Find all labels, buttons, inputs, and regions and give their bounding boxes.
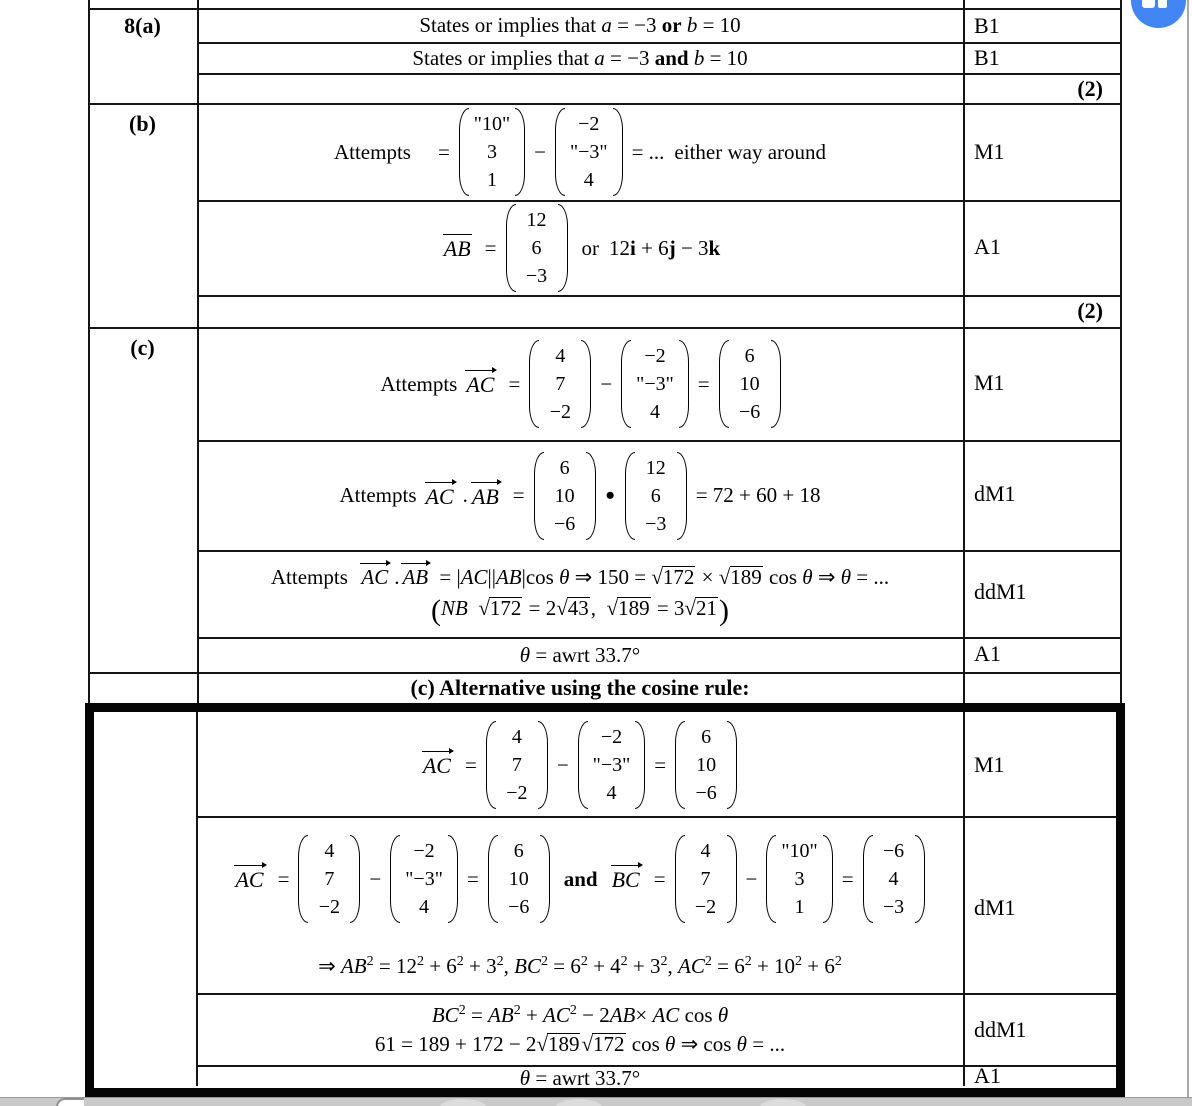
mark-cell: B1 (974, 13, 1000, 38)
vector-entry: −6 (553, 512, 576, 535)
vector-entry: −2 (644, 345, 666, 367)
vector-entry: 3 (486, 141, 497, 163)
formula-line (271, 563, 889, 590)
math-segment: = 3 (651, 595, 685, 620)
vector-entry: 12 (526, 209, 547, 231)
vector-name-AB: AB (442, 234, 476, 262)
math-segment: AB (400, 563, 433, 590)
math-segment: θ (802, 564, 813, 589)
column-vector (675, 832, 737, 926)
column-vector (675, 718, 737, 812)
vector-name-AC: AC (424, 482, 459, 510)
cosine-rule-line (432, 1003, 728, 1028)
math-segment: − 3 (675, 235, 709, 260)
equals-sign: = (437, 139, 450, 164)
column-vector (390, 832, 458, 926)
scheme-row-b1 (197, 104, 963, 200)
math-segment: AC (652, 1003, 680, 1027)
column-vector (578, 718, 646, 812)
grid-line (197, 73, 1122, 75)
equals-sign: = (841, 866, 854, 891)
math-segment: = 6 (547, 954, 581, 978)
scheme-row-c2 (197, 441, 963, 550)
math-segment: b (693, 45, 705, 70)
vector-entry: −3 (882, 896, 905, 918)
scheme-row-alt4 (197, 1066, 963, 1090)
vector-entry: "−3" (569, 141, 608, 163)
math-segment: = 12 (373, 954, 417, 978)
equals-sign: = (654, 752, 667, 777)
vector-entry: 4 (888, 868, 899, 890)
vector-entry: −3 (525, 265, 548, 287)
scheme-row-b2 (197, 201, 963, 295)
vector-entry: −6 (695, 782, 717, 804)
math-segment: 2 (540, 954, 548, 969)
mark-cell: A1 (974, 1063, 1001, 1088)
vector-entry: 6 (531, 237, 542, 259)
blue-circle-button[interactable] (1131, 0, 1186, 28)
math-segment: k (708, 235, 721, 260)
page-edge-line (1187, 0, 1189, 1106)
math-segment: √189 (536, 1032, 580, 1056)
mark-cell: dM1 (974, 481, 1016, 506)
math-segment: 2 (704, 954, 712, 969)
mark-cell: M1 (974, 370, 1005, 395)
math-segment: | (456, 564, 461, 589)
vector-entry: 7 (324, 868, 335, 890)
equals-dots: = ... (631, 139, 665, 164)
math-segment: AC (460, 564, 488, 589)
scheme-row-a2 (197, 43, 963, 73)
equals-sign: = (466, 866, 479, 891)
math-segment: b (686, 13, 698, 37)
vector-entry: 12 (645, 456, 666, 479)
vector-name-AC: AC (421, 751, 456, 779)
vector-entry: −6 (882, 840, 905, 862)
math-segment: 2 (456, 954, 464, 969)
math-segment: + 3 (463, 954, 497, 978)
math-segment: 2 (366, 954, 374, 969)
equals-sign: = (508, 371, 521, 396)
vector-entry: −6 (508, 896, 530, 918)
vector-entry: −2 (318, 896, 341, 918)
mark-cell: B1 (974, 45, 1000, 70)
vector-entry: −2 (549, 401, 571, 423)
math-segment: 2 (834, 954, 842, 969)
minus-sign: − (745, 866, 758, 891)
vector-entry: −3 (645, 512, 667, 535)
math-segment: AB (340, 954, 367, 978)
math-segment: θ (519, 642, 531, 667)
column-vector (719, 337, 781, 431)
math-segment: 2 (744, 954, 752, 969)
and-word: and (563, 866, 598, 891)
math-segment: + 3 (627, 954, 661, 978)
vector-entry: −2 (413, 840, 435, 862)
math-segment: = 10 (697, 13, 741, 37)
math-segment: θ (519, 1065, 531, 1090)
math-segment: θ (717, 1003, 729, 1027)
math-segment: θ (736, 1032, 747, 1056)
math-segment: and (654, 45, 689, 70)
attempts-label: Attempts (339, 483, 417, 507)
vector-entry: 10 (696, 754, 717, 776)
math-segment: States or implies that (412, 45, 595, 70)
column-vector (529, 337, 591, 431)
math-segment: AB (609, 1003, 636, 1027)
vector-entry: "−3" (592, 754, 631, 776)
minus-sign: − (534, 139, 546, 164)
minus-sign: − (556, 752, 569, 777)
vector-entry: −6 (738, 401, 761, 423)
math-segment: = −3 (611, 13, 662, 37)
equals-sign: = (484, 235, 497, 260)
vector-entry: 10 (554, 484, 575, 507)
math-segment: = ... (851, 564, 890, 589)
squares-line (318, 954, 842, 979)
vector-entry: −2 (600, 726, 623, 748)
column-vector (486, 718, 548, 812)
dot-separator: . (462, 483, 468, 507)
either-way-note: either way around (674, 139, 827, 164)
math-segment: θ (559, 564, 570, 589)
equals-sign: = (464, 752, 477, 777)
math-segment: + (520, 1003, 544, 1027)
attempts-label: Attempts (333, 139, 411, 164)
grid-line (963, 0, 965, 703)
nb-note-line (431, 593, 729, 627)
attempts-label: Attempts (380, 371, 458, 396)
vector-entry: 1 (794, 896, 805, 918)
vectors-line (231, 832, 928, 926)
math-segment: 2 (580, 954, 588, 969)
scheme-row-c1 (197, 328, 963, 440)
math-segment: + 6 (802, 954, 835, 978)
math-segment: = (434, 564, 457, 589)
math-segment: = 10 (704, 45, 748, 70)
minus-sign: − (600, 371, 613, 396)
vector-entry: "−3" (405, 868, 443, 890)
scheme-row-alt1 (197, 714, 963, 816)
math-segment: AC (678, 954, 705, 978)
dot-product-icon: • (605, 480, 615, 510)
math-segment: , (590, 595, 607, 620)
camera-icon (1142, 0, 1155, 8)
vector-entry: 6 (744, 345, 755, 367)
vector-entry: −2 (506, 782, 528, 804)
math-segment: + 6 (635, 235, 669, 260)
math-segment: 2 (513, 1003, 521, 1018)
math-segment: θ (665, 1032, 676, 1056)
math-segment: cos (525, 564, 560, 589)
column-vector (506, 201, 568, 295)
math-segment: ⇒ (318, 954, 341, 978)
math-segment: AC (543, 1003, 570, 1027)
vector-entry: 4 (324, 840, 335, 862)
vector-entry: 4 (700, 840, 711, 862)
scheme-row-c4 (197, 638, 963, 672)
math-segment: = awrt 33.7° (530, 1065, 641, 1090)
math-segment: cos (763, 564, 803, 589)
vector-entry: 1 (486, 169, 497, 191)
vector-name-AC: AC (233, 865, 268, 893)
vector-entry: 7 (555, 373, 566, 395)
math-segment: √189 (718, 564, 762, 589)
math-segment: ⇒ 150 = (569, 564, 652, 589)
grid-line (1120, 0, 1122, 703)
vector-entry: −2 (694, 896, 717, 918)
equals-sign: = (653, 866, 666, 891)
math-segment: × (635, 1003, 653, 1027)
math-segment: ⇒ (812, 564, 841, 589)
vector-name-BC: BC (610, 865, 645, 893)
ijk-expression (609, 236, 720, 261)
math-segment: = (465, 1003, 489, 1027)
math-segment: cos (679, 1003, 718, 1027)
column-vector (534, 449, 596, 543)
math-segment: ( (431, 593, 442, 627)
vector-entry: 3 (794, 868, 805, 890)
math-segment: 2 (660, 954, 668, 969)
answer-line (520, 1066, 640, 1091)
vector-entry: 4 (649, 401, 660, 423)
math-segment: AB (488, 1003, 514, 1027)
formula-line (412, 46, 747, 71)
column-vector (766, 832, 832, 926)
scheme-row-alt3 (197, 995, 963, 1065)
math-segment: 2 (569, 1003, 577, 1018)
grid-line (963, 712, 965, 1086)
equals-sign: = (512, 483, 525, 507)
math-segment: or (661, 13, 682, 37)
math-segment: = awrt 33.7° (530, 642, 641, 667)
column-vector (488, 832, 550, 926)
equals-sign: = (697, 371, 710, 396)
mark-cell: M1 (974, 752, 1005, 777)
vector-entry: 6 (650, 484, 661, 507)
vector-entry: 7 (700, 868, 711, 890)
math-segment: 2 (458, 1003, 466, 1018)
mark-cell: A1 (974, 234, 1001, 259)
math-segment: 12 (609, 235, 630, 260)
column-vector (555, 105, 623, 199)
column-vector (621, 337, 689, 431)
vector-entry: 7 (511, 754, 522, 776)
math-segment: √172 (581, 1032, 625, 1056)
math-segment: − 2 (576, 1003, 610, 1027)
math-segment: + 4 (587, 954, 621, 978)
math-segment: ⇒ cos (675, 1032, 737, 1056)
math-segment: θ (840, 564, 852, 589)
math-segment: + 10 (751, 954, 796, 978)
math-segment: = 2 (523, 595, 557, 620)
math-segment: √43 (556, 595, 589, 620)
math-segment (468, 596, 479, 620)
math-segment: , (503, 954, 515, 978)
math-segment: Attempts (270, 564, 359, 589)
math-segment: √172 (478, 595, 522, 620)
math-segment: √189 (606, 595, 650, 620)
vector-entry: "−3" (636, 373, 674, 395)
mark-cell: dM1 (974, 895, 1016, 920)
total-marks-a: (2) (1077, 76, 1103, 101)
math-segment: √21 (684, 595, 717, 620)
question-part-b: (b) (129, 111, 156, 136)
math-segment: i (630, 235, 636, 260)
column-vector (863, 832, 925, 926)
vector-entry: 6 (513, 840, 524, 862)
math-segment: AB (495, 564, 522, 589)
vector-entry: 4 (555, 345, 566, 367)
math-segment: NB (441, 595, 468, 620)
column-vector (459, 105, 525, 199)
vector-entry: 4 (511, 726, 522, 748)
mark-cell: ddM1 (974, 579, 1027, 604)
vector-entry: 10 (739, 373, 760, 395)
vector-entry: "10" (473, 113, 511, 135)
math-segment: = 6 (711, 954, 745, 978)
popup-corner (56, 1098, 84, 1106)
math-segment: States or implies that (419, 13, 602, 37)
or-word: or (581, 235, 599, 260)
math-segment: √172 (651, 564, 695, 589)
column-vector (298, 832, 360, 926)
answer-line (520, 643, 640, 668)
math-segment: 61 = 189 + 172 − 2 (374, 1032, 537, 1056)
math-segment: a (594, 45, 605, 70)
math-segment: AC (359, 563, 393, 590)
alternative-header: (c) Alternative using the cosine rule: (410, 675, 750, 700)
math-segment: j (668, 235, 676, 260)
vector-entry: −2 (578, 113, 600, 135)
dot-product-result: = 72 + 60 + 18 (695, 483, 821, 507)
math-segment: BC (431, 1003, 459, 1027)
vector-entry: 4 (606, 782, 617, 804)
vector-name-AB: AB (470, 482, 504, 510)
formula-line (419, 13, 740, 38)
math-segment: 2 (416, 954, 424, 969)
math-segment: a (601, 13, 612, 37)
math-segment: ) (718, 593, 729, 627)
scheme-row-c3 (197, 551, 963, 637)
cosine-values-line (375, 1032, 785, 1057)
question-part-c: (c) (130, 335, 155, 360)
math-segment: = ... (747, 1032, 786, 1056)
scheme-row-a1 (197, 9, 963, 42)
mark-cell: ddM1 (974, 1017, 1027, 1042)
math-segment: 2 (795, 954, 803, 969)
vector-entry: 4 (419, 896, 430, 918)
column-vector (625, 449, 687, 543)
grid-line (197, 295, 1122, 297)
mark-cell: M1 (974, 139, 1005, 164)
camera-icon (1158, 0, 1167, 8)
vector-entry: 4 (583, 169, 594, 191)
vector-entry: "10" (781, 840, 818, 862)
math-segment: 2 (620, 954, 628, 969)
math-segment: . (394, 564, 400, 589)
vector-entry: 6 (701, 726, 712, 748)
vector-entry: 6 (559, 456, 570, 479)
minus-sign: − (369, 866, 382, 891)
math-segment: = −3 (604, 45, 655, 70)
math-segment: , (667, 954, 679, 978)
math-segment: 2 (496, 954, 504, 969)
total-marks-b: (2) (1077, 298, 1103, 323)
mark-cell: A1 (974, 641, 1001, 666)
vector-name-AC: AC (464, 370, 499, 398)
question-number: 8(a) (124, 13, 161, 38)
math-segment: + 6 (423, 954, 457, 978)
scheme-row-alt2 (197, 818, 963, 993)
math-segment: cos (626, 1032, 665, 1056)
equals-sign: = (277, 866, 290, 891)
math-segment: | (521, 564, 526, 589)
math-segment: BC (514, 954, 541, 978)
math-segment: × (696, 564, 719, 589)
vector-entry: 10 (508, 868, 529, 890)
math-segment: || (487, 564, 496, 589)
